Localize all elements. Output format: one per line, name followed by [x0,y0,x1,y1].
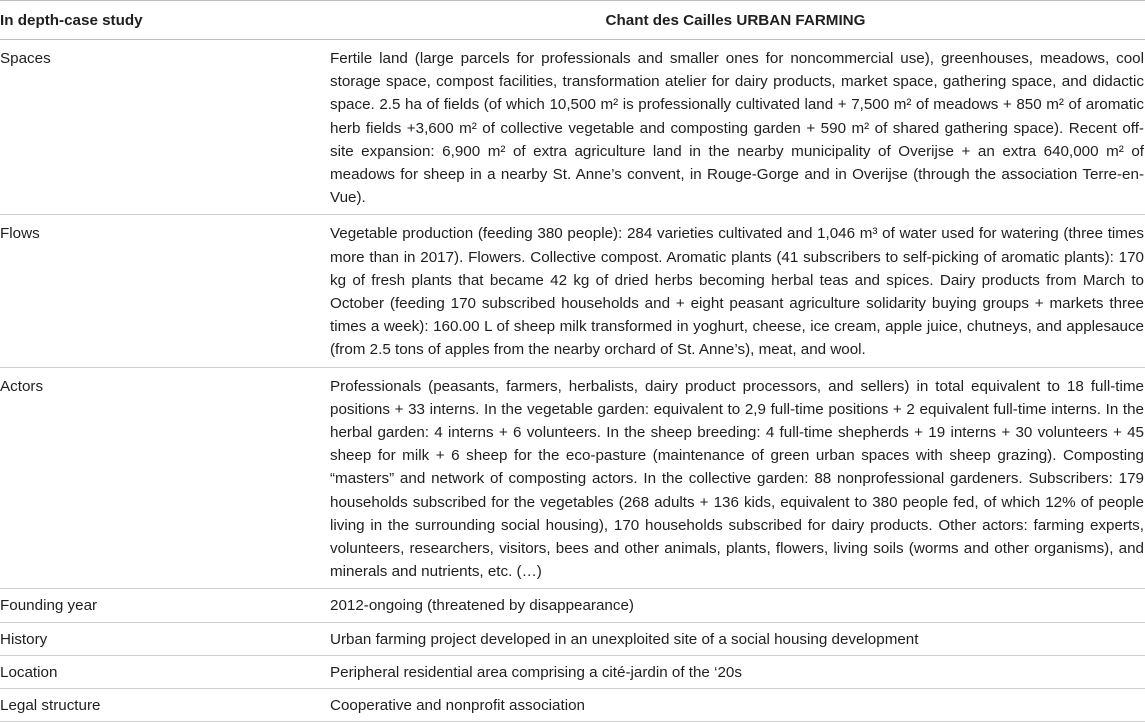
value-spaces: Fertile land (large parcels for professionals and smaller ones for noncommercial use), greenhouses, meadows, cool storage space, compost facilities, transformation atelier for dairy products, market space, gathering space, and didactic space. 2.5 ha of fields (of which 10,500 m² is professionally cultivated land + 7,500 m² of meadows + 850 m² of aromatic herb fields +3,600 m² of collective vegetable and composting garden + 590 m² of shared gathering space). Recent off-site expansion: 6,900 m² of extra agriculture land in the nearby municipality of Overijse + an extra 640,000 m² of meadows for sheep in a nearby St. Anne’s convent, in Rouge-Gorge and in Overijse (through the association Terre-en-Vue). [330,40,1145,215]
label-spaces: Spaces [0,40,330,215]
value-flows: Vegetable production (feeding 380 people): 284 varieties cultivated and 1,046 m³ of water used for watering (three times more than in 2017). Flowers. Collective compost. Aromatic plants (41 subscribers to self-picking of aromatic plants): 170 kg of fresh plants that became 42 kg of dried herbs becoming herbal teas and spices. Dairy products from March to October (feeding 170 subscribed households and + eight peasant agriculture solidarity buying groups + markets three times a week): 160.00 L of sheep milk transformed in yoghurt, cheese, ice cream, apple juice, chutneys, and applesauce (from 2.5 tons of apples from the nearby orchard of St. Anne’s), meat, and wool. [330,215,1145,367]
label-legal-structure: Legal structure [0,689,330,722]
label-founding-year: Founding year [0,589,330,622]
label-location: Location [0,655,330,688]
row-actors [0,367,1145,589]
row-legal-structure [0,689,1145,722]
label-history: History [0,622,330,655]
value-founding-year: 2012-ongoing (threatened by disappearance) [330,589,1145,622]
label-actors: Actors [0,367,330,589]
row-founding-year [0,589,1145,622]
header-row [0,1,1145,40]
header-project-name: Chant des Cailles URBAN FARMING [330,1,1145,40]
value-history: Urban farming project developed in an unexploited site of a social housing development [330,622,1145,655]
row-spaces [0,40,1145,215]
row-history [0,622,1145,655]
label-flows: Flows [0,215,330,367]
header-case-study: In depth-case study [0,1,330,40]
row-flows [0,215,1145,367]
value-location: Peripheral residential area comprising a cité-jardin of the ‘20s [330,655,1145,688]
value-actors: Professionals (peasants, farmers, herbalists, dairy product processors, and sellers) in total equivalent to 18 full-time positions + 33 interns. In the vegetable garden: equivalent to 2,9 full-time positions + 2 equivalent full-time interns. In the herbal garden: 4 interns + 6 volunteers. In the sheep breeding: 4 full-time shepherds + 19 interns + 30 volunteers + 45 sheep for milk + 6 sheep for the eco-pasture (maintenance of green urban spaces with sheep grazing). Composting “masters” and network of composting actors. In the collective garden: 88 nonprofessional gardeners. Subscribers: 179 households subscribed for the vegetables (268 adults + 136 kids, equivalent to 380 people fed, of which 12% of people living in the surrounding social housing), 170 households subscribed for dairy products. Other actors: farming experts, volunteers, researchers, visitors, bees and other animals, plants, flowers, living soils (worms and other organisms), and minerals and nutrients, etc. (…) [330,367,1145,589]
value-legal-structure: Cooperative and nonprofit association [330,689,1145,722]
row-location [0,655,1145,688]
